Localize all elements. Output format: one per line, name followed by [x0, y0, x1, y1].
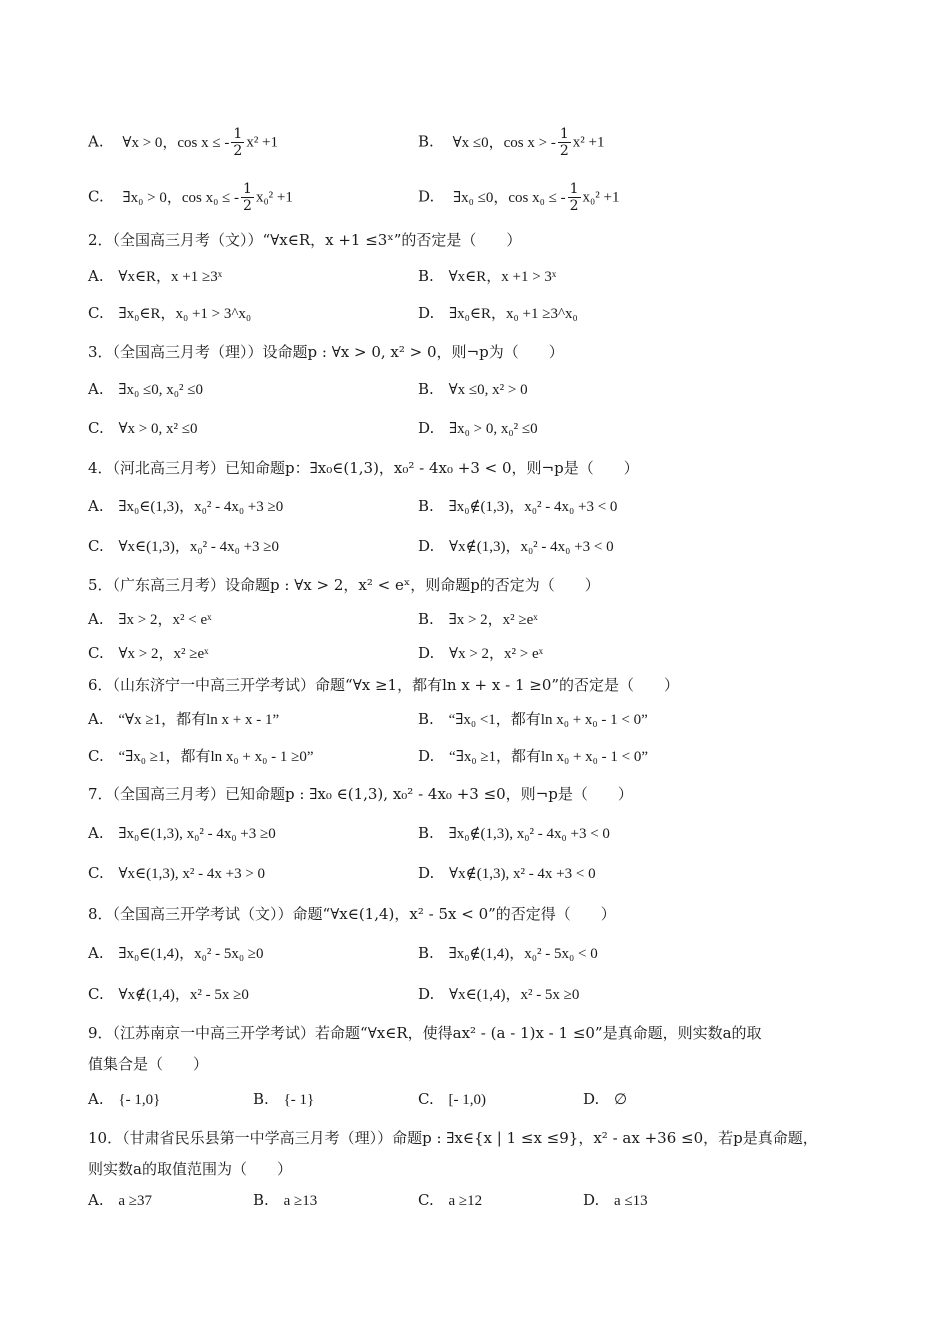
q1-option-a — [88, 126, 278, 159]
fraction-numerator: 1 — [559, 126, 569, 142]
q9-option-c — [418, 1088, 486, 1111]
q7-option-a — [88, 822, 276, 845]
q5-option-a — [88, 608, 211, 631]
q1-option-b — [418, 126, 604, 159]
q8-option-b — [418, 942, 598, 965]
option-label: D. — [418, 985, 435, 1003]
option-text-post: x² +1 — [572, 134, 605, 151]
q10-stem: 10．（甘肃省民乐县第一中学高三月考（理））命题p : ∃x∈{x | 1 ≤x ≤9}，x² - ax +36 ≤0，若p是真命题， — [88, 1129, 818, 1147]
option-text: ∀x > 2，x² > eˣ — [449, 646, 544, 662]
option-label: A. — [88, 1191, 104, 1209]
option-text: ∃x₀∈(1,3), x₀² - 4x₀ +3 ≥0 — [118, 826, 276, 842]
option-text: ∅ — [614, 1092, 628, 1108]
option-text: ∃x₀∈(1,3)，x₀² - 4x₀ +3 ≥0 — [118, 499, 284, 515]
q6-option-d — [418, 745, 648, 768]
q6-option-c — [88, 745, 313, 768]
q2-option-d — [418, 302, 578, 325]
q3-option-d — [418, 417, 538, 440]
fraction-numerator: 1 — [233, 126, 243, 142]
q8-stem: 8．（全国高三开学考试（文））命题“∀x∈(1,4)，x² - 5x < 0”的否定得（ ） — [88, 905, 616, 923]
option-label: D. — [418, 747, 435, 765]
option-text: {- 1} — [283, 1092, 315, 1108]
fraction — [241, 181, 254, 214]
option-label: D. — [418, 864, 435, 882]
option-label: D. — [418, 187, 435, 206]
option-label: D. — [418, 537, 435, 555]
option-label: B. — [418, 497, 434, 515]
option-label: C. — [88, 419, 104, 437]
option-text-pre: ∀x ≤0，cos x > - — [452, 134, 556, 151]
q4-option-c — [88, 535, 279, 558]
q3-option-b — [418, 378, 528, 401]
option-label: B. — [418, 610, 434, 628]
option-label: C. — [88, 985, 104, 1003]
option-text: ∃x₀∉(1,3)，x₀² - 4x₀ +3 < 0 — [448, 499, 618, 515]
option-text: ∀x∉(1,3), x² - 4x +3 < 0 — [449, 866, 596, 882]
option-text: ∀x∉(1,3)，x₀² - 4x₀ +3 < 0 — [449, 539, 614, 555]
fraction-denominator: 2 — [569, 198, 579, 214]
option-text: “∀x ≥1，都有ln x + x - 1” — [118, 712, 280, 728]
q10-option-b — [253, 1189, 317, 1212]
fraction — [568, 181, 581, 214]
q4-stem: 4．（河北高三月考）已知命题p：∃x₀∈(1,3)，x₀² - 4x₀ +3 < 0，则¬p是（ ） — [88, 459, 639, 477]
option-text: ∃x₀∈R，x₀ +1 ≥3^x₀ — [449, 306, 578, 322]
option-label: A. — [88, 267, 104, 285]
q10-option-a — [88, 1189, 152, 1212]
q8-option-a — [88, 942, 264, 965]
q2-option-a — [88, 265, 222, 288]
q9-stem: 9．（江苏南京一中高三开学考试）若命题“∀x∈R，使得ax² - (a - 1)x - 1 ≤0”是真命题，则实数a的取 — [88, 1024, 762, 1042]
option-text: ∀x > 0, x² ≤0 — [118, 421, 198, 437]
q6-option-b — [418, 708, 648, 731]
q1-option-d — [418, 181, 619, 214]
option-text: {- 1,0} — [118, 1092, 161, 1108]
option-text: ∃x > 2，x² < eˣ — [118, 612, 212, 628]
option-label: D. — [418, 419, 435, 437]
option-text-post: x₀² +1 — [582, 189, 620, 206]
q3-option-c — [88, 417, 198, 440]
option-text: ∀x ≤0, x² > 0 — [448, 382, 528, 398]
option-label: A. — [88, 610, 104, 628]
option-text: ∃x₀∉(1,3), x₀² - 4x₀ +3 < 0 — [448, 826, 610, 842]
option-label: A. — [88, 380, 104, 398]
option-label: C. — [88, 304, 104, 322]
option-text: ∀x∈R，x +1 > 3ˣ — [448, 269, 557, 285]
option-text: a ≤13 — [614, 1193, 648, 1209]
option-text-post: x₀² +1 — [255, 189, 293, 206]
option-label: A. — [88, 1090, 104, 1108]
option-text: ∀x∉(1,4)，x² - 5x ≥0 — [118, 987, 249, 1003]
option-text: “∃x₀ ≥1，都有ln x₀ + x₀ - 1 ≥0” — [118, 749, 314, 765]
fraction-numerator: 1 — [243, 181, 252, 197]
option-label: A. — [88, 710, 104, 728]
option-text: ∃x₀∉(1,4)，x₀² - 5x₀ < 0 — [448, 946, 598, 962]
q9-option-b — [253, 1088, 314, 1111]
option-text: ∃x₀∈R，x₀ +1 > 3^x₀ — [118, 306, 252, 322]
option-label: C. — [418, 1191, 434, 1209]
q10-option-d — [583, 1189, 648, 1212]
option-text-pre: ∀x > 0，cos x ≤ - — [122, 134, 230, 151]
q2-option-c — [88, 302, 251, 325]
q10-option-c — [418, 1189, 482, 1212]
q3-option-a — [88, 378, 203, 401]
option-label: A. — [88, 497, 104, 515]
q6-option-a — [88, 708, 279, 731]
q5-option-c — [88, 642, 209, 665]
option-text: [- 1,0) — [448, 1092, 486, 1108]
option-text: ∀x∈(1,4)，x² - 5x ≥0 — [449, 987, 580, 1003]
option-text: ∃x₀ ≤0, x₀² ≤0 — [118, 382, 203, 398]
option-text: ∀x > 2，x² ≥eˣ — [118, 646, 209, 662]
option-label: C. — [88, 864, 104, 882]
q7-option-c — [88, 862, 265, 885]
q3-stem: 3．（全国高三月考（理））设命题p : ∀x > 0, x² > 0，则¬p为（ ） — [88, 343, 564, 361]
q4-option-b — [418, 495, 617, 518]
option-text: a ≥13 — [283, 1193, 318, 1209]
q4-option-d — [418, 535, 614, 558]
q2-stem: 2．（全国高三月考（文））“∀x∈R，x +1 ≤3ˣ”的否定是（ ） — [88, 231, 522, 249]
option-label: A. — [88, 132, 104, 151]
q7-stem: 7．（全国高三月考）已知命题p : ∃x₀ ∈(1,3), x₀² - 4x₀ +3 ≤0，则¬p是（ ） — [88, 785, 633, 803]
option-text: ∀x∈R，x +1 ≥3ˣ — [118, 269, 223, 285]
fraction-denominator: 2 — [243, 198, 252, 214]
option-text: ∃x₀∈(1,4)，x₀² - 5x₀ ≥0 — [118, 946, 264, 962]
q9-stem-continued: 值集合是（ ） — [88, 1055, 209, 1073]
option-label: B. — [253, 1191, 269, 1209]
option-label: B. — [418, 132, 434, 151]
q10-stem-continued: 则实数a的取值范围为（ ） — [88, 1160, 292, 1178]
option-label: C. — [88, 644, 104, 662]
option-label: B. — [418, 267, 434, 285]
option-text-post: x² +1 — [246, 134, 279, 151]
q9-option-a — [88, 1088, 160, 1111]
q1-option-c — [88, 181, 293, 214]
q6-stem: 6．（山东济宁一中高三开学考试）命题“∀x ≥1，都有ln x + x - 1 ≥0”的否定是（ ） — [88, 676, 680, 694]
option-text: “∃x₀ <1，都有ln x₀ + x₀ - 1 < 0” — [448, 712, 648, 728]
option-label: C. — [88, 537, 104, 555]
fraction-numerator: 1 — [569, 181, 579, 197]
fraction — [558, 126, 571, 159]
option-label: C. — [418, 1090, 434, 1108]
option-text-pre: ∃x₀ ≤0，cos x₀ ≤ - — [453, 189, 566, 206]
option-text: ∃x > 2，x² ≥eˣ — [448, 612, 538, 628]
q5-option-d — [418, 642, 543, 665]
fraction-denominator: 2 — [233, 143, 243, 159]
option-text: ∃x₀ > 0, x₀² ≤0 — [449, 421, 538, 437]
option-text: a ≥12 — [448, 1193, 483, 1209]
option-label: A. — [88, 824, 104, 842]
q8-option-d — [418, 983, 579, 1006]
q5-option-b — [418, 608, 538, 631]
option-text: “∃x₀ ≥1，都有ln x₀ + x₀ - 1 < 0” — [449, 749, 649, 765]
q7-option-d — [418, 862, 596, 885]
option-text: a ≥37 — [118, 1193, 153, 1209]
option-label: D. — [583, 1191, 600, 1209]
option-label: B. — [418, 710, 434, 728]
option-label: A. — [88, 944, 104, 962]
q2-option-b — [418, 265, 556, 288]
option-label: D. — [418, 644, 435, 662]
option-label: D. — [583, 1090, 600, 1108]
option-label: B. — [418, 944, 434, 962]
q8-option-c — [88, 983, 249, 1006]
option-text-pre: ∃x₀ > 0，cos x₀ ≤ - — [122, 189, 240, 206]
option-label: B. — [253, 1090, 269, 1108]
q5-stem: 5．（广东高三月考）设命题p : ∀x > 2，x² < eˣ，则命题p的否定为（ ） — [88, 576, 600, 594]
fraction-denominator: 2 — [559, 143, 569, 159]
option-label: B. — [418, 824, 434, 842]
option-label: C. — [88, 187, 104, 206]
q7-option-b — [418, 822, 610, 845]
option-label: B. — [418, 380, 434, 398]
option-label: C. — [88, 747, 104, 765]
option-text: ∀x∈(1,3)，x₀² - 4x₀ +3 ≥0 — [118, 539, 280, 555]
option-label: D. — [418, 304, 435, 322]
q9-option-d — [583, 1088, 627, 1111]
fraction — [231, 126, 244, 159]
q4-option-a — [88, 495, 283, 518]
option-text: ∀x∈(1,3), x² - 4x +3 > 0 — [118, 866, 266, 882]
